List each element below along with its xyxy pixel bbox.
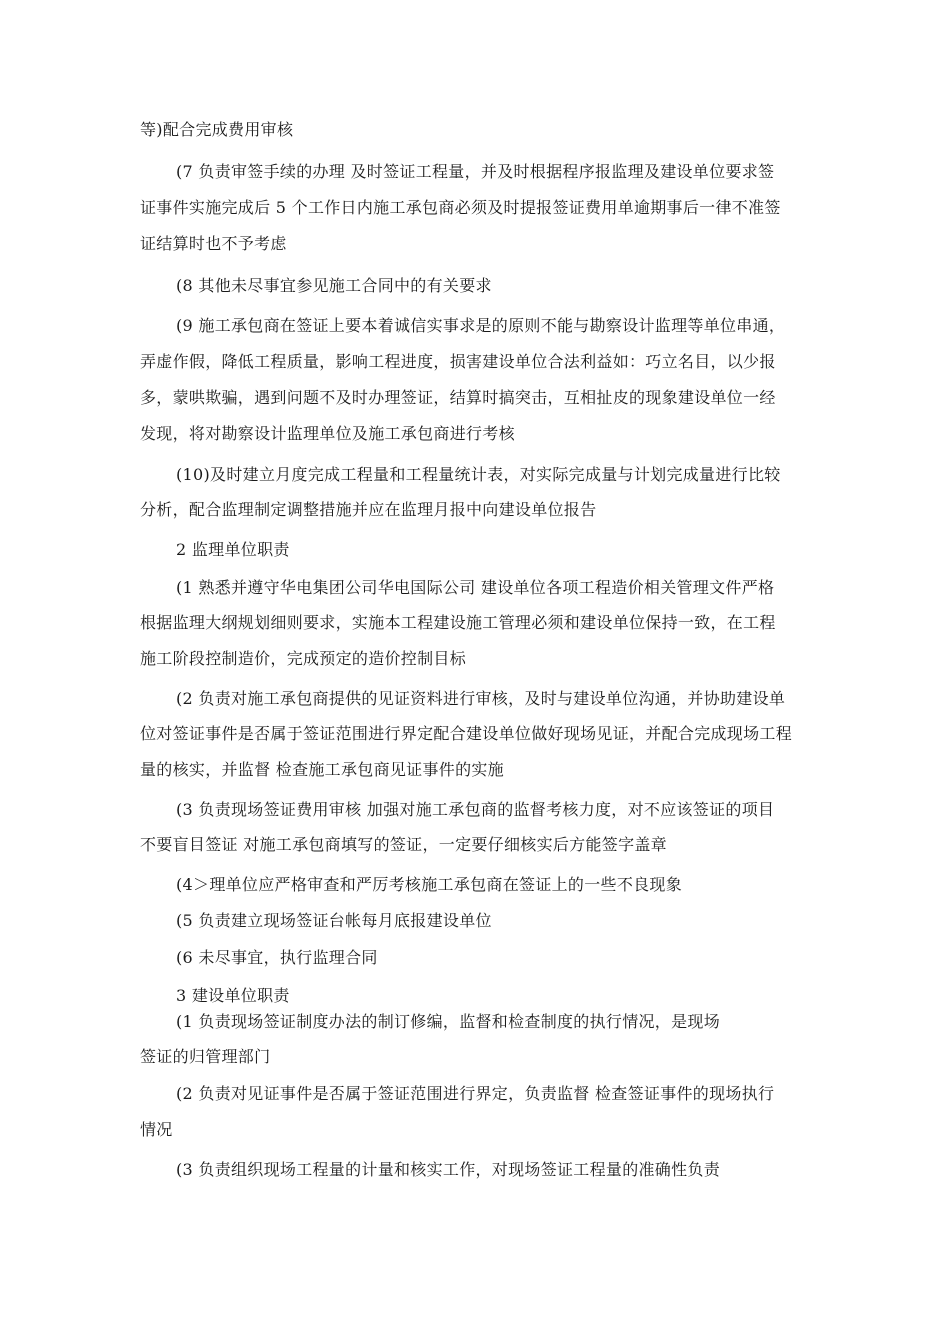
text-line: 施工阶段控制造价，完成预定的造价控制目标 <box>140 649 467 668</box>
text-line: (7 负责审签手续的办理 及时签证工程量，并及时根据程序报监理及建设单位要求签 <box>176 162 775 181</box>
text-line: 等)配合完成费用审核 <box>140 120 294 139</box>
text-line: (3 负责组织现场工程量的计量和核实工作，对现场签证工程量的准确性负责 <box>176 1160 721 1179</box>
text-line: (5 负责建立现场签证台帐每月底报建设单位 <box>176 911 492 930</box>
text-line: (2 负责对施工承包商提供的见证资料进行审核，及时与建设单位沟通，并协助建设单 <box>176 689 786 708</box>
text-line: 根据监理大纲规划细则要求，实施本工程建设施工管理必须和建设单位保持一致，在工程 <box>140 613 776 632</box>
text-line: (9 施工承包商在签证上要本着诚信实事求是的原则不能与勘察设计监理等单位串通， <box>176 316 786 335</box>
text-line: 不要盲目签证 对施工承包商填写的签证，一定要仔细核实后方能签字盖章 <box>140 835 667 854</box>
section-heading: 3 建设单位职责 <box>176 986 290 1005</box>
text-line: 证结算时也不予考虑 <box>140 234 287 253</box>
text-line: (1 熟悉并遵守华电集团公司华电国际公司 建设单位各项工程造价相关管理文件严格 <box>176 578 775 597</box>
text-line: (4＞理单位应严格审查和严厉考核施工承包商在签证上的一些不良现象 <box>176 875 683 894</box>
text-line: 位对签证事件是否属于签证范围进行界定配合建设单位做好现场见证，并配合完成现场工程 <box>140 724 793 743</box>
text-line: (1 负责现场签证制度办法的制订修编，监督和检查制度的执行情况，是现场 <box>176 1012 721 1031</box>
text-line: (2 负责对见证事件是否属于签证范围进行界定，负责监督 检查签证事件的现场执行 <box>176 1084 775 1103</box>
text-line: (8 其他未尽事宜参见施工合同中的有关要求 <box>176 276 492 295</box>
text-line: 量的核实，并监督 检查施工承包商见证事件的实施 <box>140 760 504 779</box>
text-line: (6 未尽事宜，执行监理合同 <box>176 948 378 967</box>
text-line: 弄虚作假，降低工程质量，影响工程进度，损害建设单位合法利益如：巧立名目，以少报 <box>140 352 776 371</box>
text-line: (10)及时建立月度完成工程量和工程量统计表，对实际完成量与计划完成量进行比较 <box>176 465 781 484</box>
text-line: 签证的归管理部门 <box>140 1047 271 1066</box>
text-line: 情况 <box>140 1120 173 1139</box>
text-line: 发现，将对勘察设计监理单位及施工承包商进行考核 <box>140 424 515 443</box>
text-line: (3 负责现场签证费用审核 加强对施工承包商的监督考核力度，对不应该签证的项目 <box>176 800 775 819</box>
text-line: 证事件实施完成后 5 个工作日内施工承包商必须及时提报签证费用单逾期事后一律不准签 <box>140 198 781 217</box>
text-line: 多，蒙哄欺骗，遇到问题不及时办理签证，结算时搞突击，互相扯皮的现象建设单位一经 <box>140 388 776 407</box>
section-heading: 2 监理单位职责 <box>176 540 290 559</box>
text-line: 分析，配合监理制定调整措施并应在监理月报中向建设单位报告 <box>140 500 597 519</box>
